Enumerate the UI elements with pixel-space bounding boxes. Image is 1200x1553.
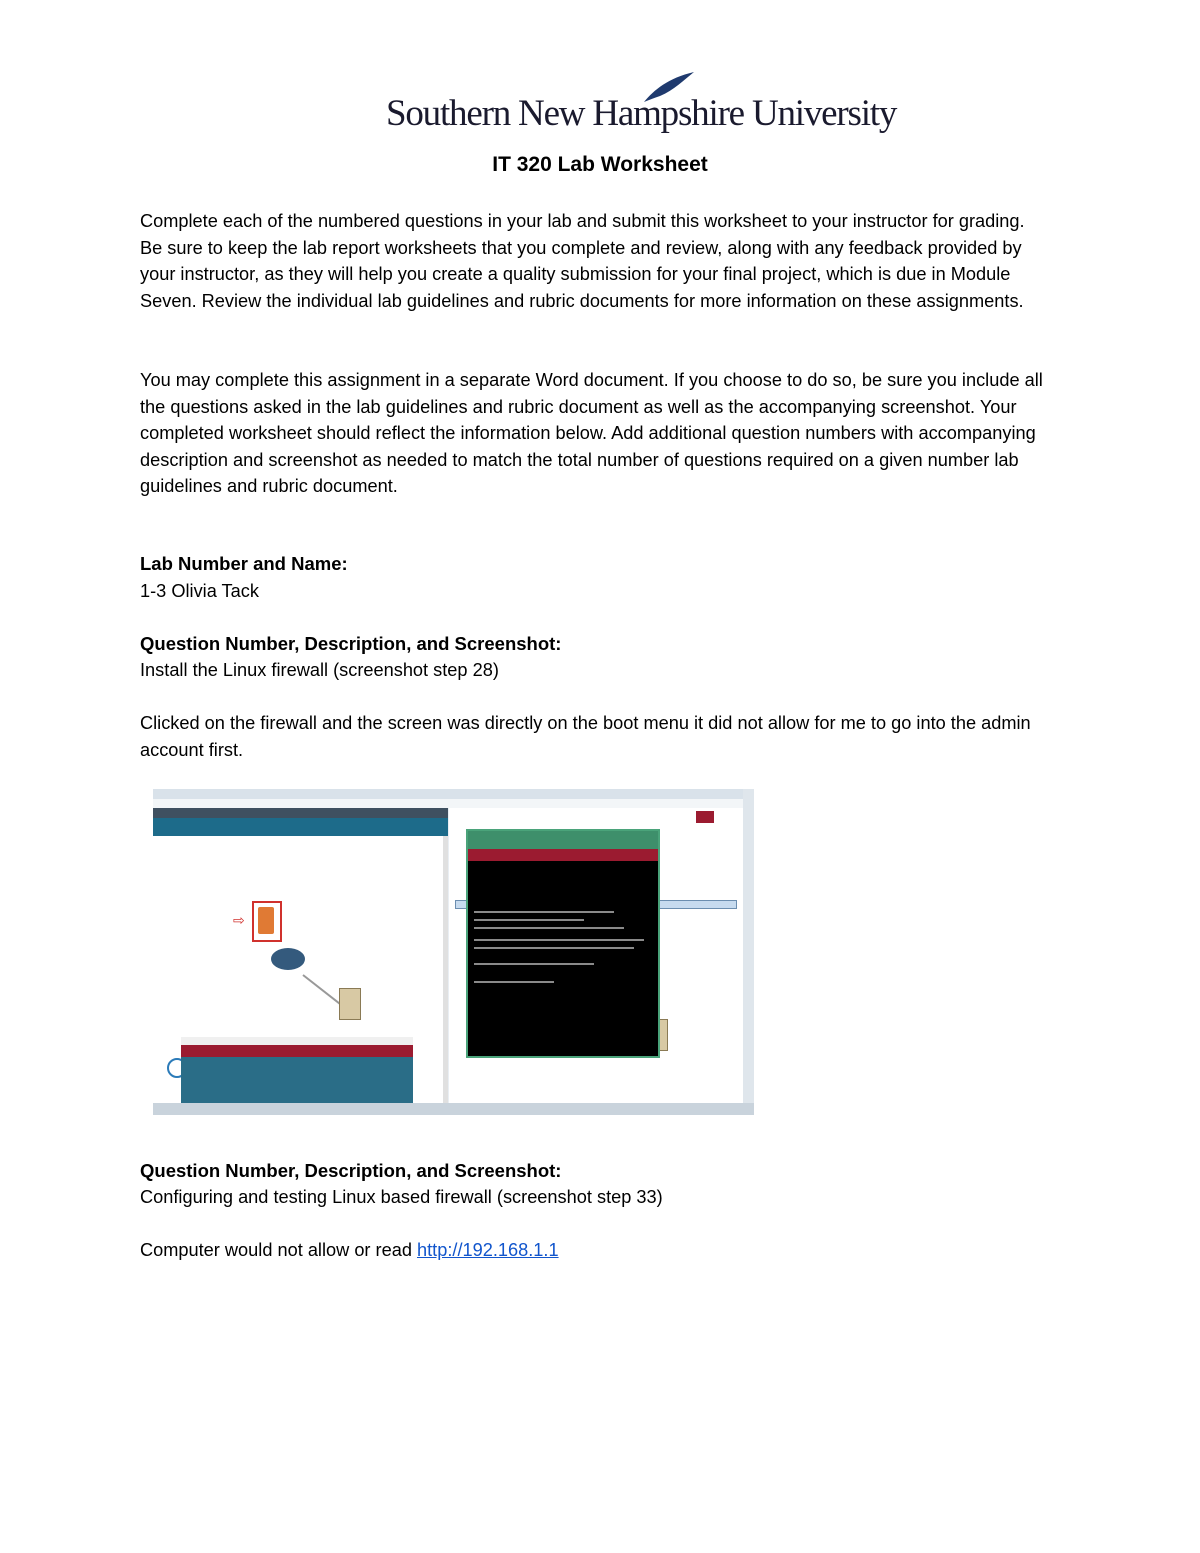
- lab-screenshot: [153, 789, 754, 1115]
- terminal-window: [466, 829, 660, 1058]
- lab-pane-header: [153, 808, 448, 818]
- university-name: Southern New Hampshire University: [386, 93, 897, 134]
- question-1-answer: Clicked on the firewall and the screen was directly on the boot menu it did not allow for me to go into the admin account first.: [140, 713, 1031, 760]
- firewall-icon: [252, 901, 282, 942]
- console-address-bar: [181, 1037, 413, 1045]
- intro-paragraph-2: You may complete this assignment in a separate Word document. If you choose to do so, be sure you include all the questions asked in the lab guidelines and rubric document as well as the accompanying screenshot. Your completed worksheet should reflect the information below. Add additional question numbers with accompanying description and screenshot as needed to match the total number of questions required on a given number lab guidelines and rubric document.: [140, 370, 1043, 497]
- lab-pane-toolbar: [153, 818, 448, 836]
- question-2-answer-text: Computer would not allow or read: [140, 1240, 417, 1260]
- terminal-line: [474, 963, 594, 965]
- red-toolbar-button: [696, 811, 714, 823]
- terminal-line: [474, 919, 584, 921]
- terminal-line: [474, 927, 624, 929]
- server-icon: [339, 988, 361, 1020]
- terminal-title-bar: [468, 831, 658, 849]
- console-toolbar: [181, 1045, 413, 1057]
- arrow-icon: ⇨: [233, 912, 245, 928]
- terminal-line: [474, 981, 554, 983]
- ip-link[interactable]: http://192.168.1.1: [417, 1240, 559, 1260]
- network-link: [302, 974, 343, 1006]
- university-logo: [386, 70, 897, 136]
- windows-taskbar: [153, 1103, 754, 1115]
- embedded-console-window: [181, 1037, 413, 1103]
- question-2-description: Configuring and testing Linux based firewall (screenshot step 33): [140, 1187, 663, 1207]
- question-2-heading: Question Number, Description, and Screenshot:: [140, 1160, 562, 1181]
- terminal-line: [474, 947, 634, 949]
- intro-paragraph-1: Complete each of the numbered questions in your lab and submit this worksheet to your instructor for grading. Be sure to keep the lab report worksheets that you complete and review, along with any feedback provided by your instructor, as they will help you create a quality submission for your final project, which is due in Module Seven. Review the individual lab guidelines and rubric documents for more information on these assignments.: [140, 211, 1025, 311]
- lab-pane-scrollbar: [443, 836, 448, 1103]
- browser-bookmarks-bar: [153, 799, 754, 808]
- lab-heading: Lab Number and Name:: [140, 553, 348, 574]
- browser-tab-bar: [153, 789, 754, 799]
- terminal-line: [474, 911, 614, 913]
- question-1-description: Install the Linux firewall (screenshot step 28): [140, 660, 499, 680]
- page-title: IT 320 Lab Worksheet: [492, 153, 708, 176]
- lab-value: 1-3 Olivia Tack: [140, 581, 259, 601]
- question-1-heading: Question Number, Description, and Screenshot:: [140, 633, 562, 654]
- cloud-icon: [271, 948, 305, 970]
- terminal-toolbar: [468, 849, 658, 861]
- browser-sidebar: [743, 789, 754, 1103]
- question-2-answer: [140, 1240, 559, 1261]
- terminal-line: [474, 939, 644, 941]
